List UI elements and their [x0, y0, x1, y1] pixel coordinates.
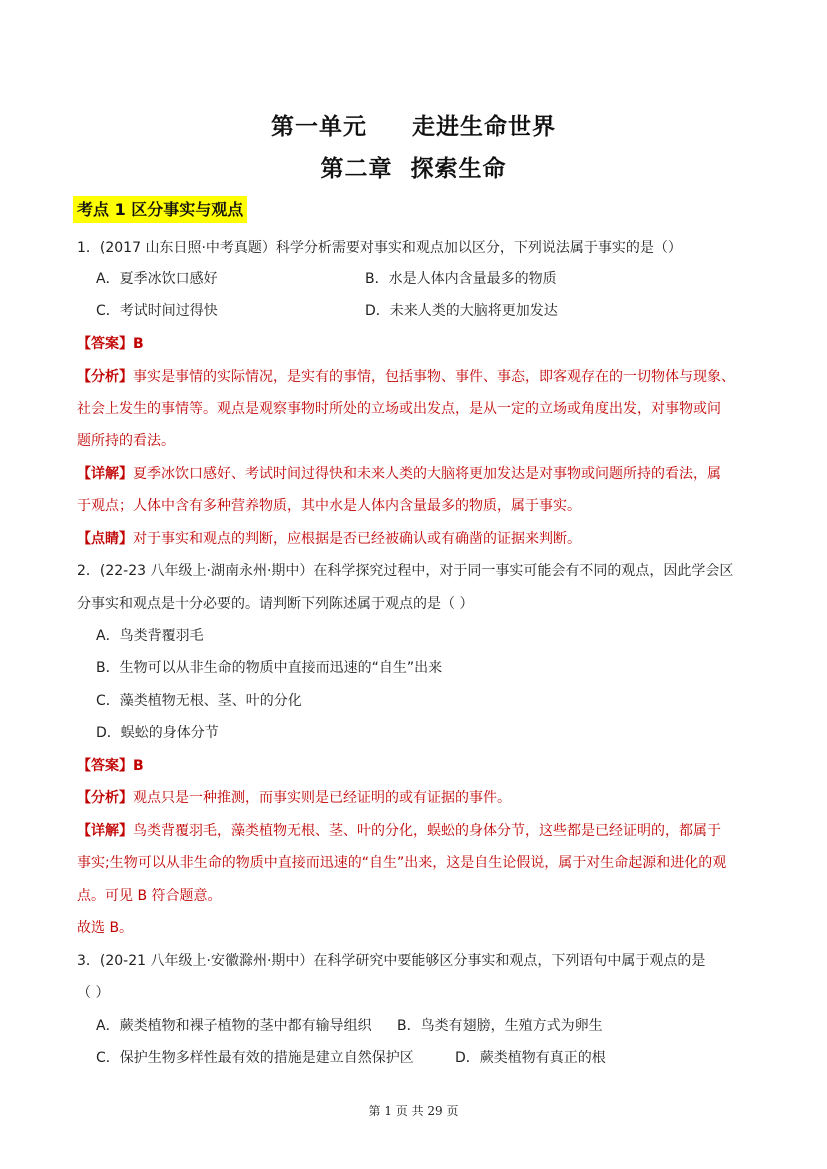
q2-stem-line-2: 分事实和观点是十分必要的。请判断下列陈述属于观点的是（ ） — [77, 596, 474, 612]
q1-analysis-line-3: 题所持的看法。 — [77, 433, 175, 449]
q1-option-a: A．夏季冰饮口感好 — [96, 271, 218, 287]
q3-stem-line-1: 3．(20-21 八年级上·安徽滁州·期中）在科学研究中要能够区分事实和观点，下列语句中属于观点的是 — [77, 953, 706, 969]
q1-tip-line — [77, 529, 581, 549]
q2-analysis-line — [77, 788, 511, 808]
q1-option-c: C．考试时间过得快 — [96, 303, 218, 319]
q2-option-d: D．蜈蚣的身体分节 — [96, 725, 219, 741]
q1-option-b: B．水是人体内含量最多的物质 — [365, 271, 557, 287]
analysis-text: 事实是事情的实际情况，是实有的事情，包括事物、事件、事态，即客观存在的一切物体与现象、 — [133, 369, 735, 385]
page-footer: 第 1 页 共 29 页 — [368, 1104, 459, 1118]
q1-answer: 【答案】B — [77, 336, 144, 352]
detail-tag: 【详解】 — [77, 466, 133, 482]
q3-option-d: D．蕨类植物有真正的根 — [455, 1050, 606, 1066]
q2-option-b: B．生物可以从非生命的物质中直接而迅速的“自生”出来 — [96, 660, 443, 676]
detail-tag: 【详解】 — [77, 823, 133, 839]
tip-tag: 【点睛】 — [77, 531, 133, 547]
q2-detail-line-1 — [77, 821, 721, 841]
q3-option-a: A．蕨类植物和裸子植物的茎中都有输导组织 — [96, 1018, 372, 1034]
tip-text: 对于事实和观点的判断，应根据是否已经被确认或有确凿的证据来判断。 — [133, 531, 581, 547]
q2-detail-line-2: 事实;生物可以从非生命的物质中直接而迅速的“自生”出来，这是自生论假说，属于对生命起源和进化的观 — [77, 855, 727, 871]
detail-text: 夏季冰饮口感好、考试时间过得快和未来人类的大脑将更加发达是对事物或问题所持的看法，属 — [133, 466, 721, 482]
q2-stem-line-1: 2．(22-23 八年级上·湖南永州·期中）在科学探究过程中，对于同一事实可能会有不同的观点，因此学会区 — [77, 563, 734, 579]
analysis-tag: 【分析】 — [77, 790, 133, 806]
analysis-text: 观点只是一种推测，而事实则是已经证明的或有证据的事件。 — [133, 790, 511, 806]
q2-option-c: C．藻类植物无根、茎、叶的分化 — [96, 693, 302, 709]
q1-option-d: D．未来人类的大脑将更加发达 — [365, 303, 558, 319]
q1-analysis-line-2: 社会上发生的事情等。观点是观察事物时所处的立场或出发点，是从一定的立场或角度出发，对事物或问 — [77, 401, 721, 417]
q2-detail-line-3: 点。可见 B 符合题意。 — [77, 888, 222, 904]
unit-title: 第一单元 走进生命世界 — [270, 113, 557, 140]
analysis-tag: 【分析】 — [77, 369, 133, 385]
q2-answer: 【答案】B — [77, 758, 144, 774]
q1-analysis-line-1 — [77, 367, 735, 387]
kaodian-heading: 考点 1 区分事实与观点 — [73, 196, 247, 223]
q2-option-a: A．鸟类背覆羽毛 — [96, 628, 204, 644]
q1-detail-line-2: 于观点；人体中含有多种营养物质，其中水是人体内含量最多的物质，属于事实。 — [77, 498, 581, 514]
q3-stem-line-2: （ ） — [77, 985, 110, 1001]
q2-conclusion: 故选 B。 — [77, 920, 134, 936]
q1-detail-line-1 — [77, 464, 721, 484]
q3-option-b: B．鸟类有翅膀，生殖方式为卵生 — [397, 1018, 603, 1034]
chapter-title: 第二章 探索生命 — [320, 155, 507, 182]
q1-stem: 1．(2017 山东日照·中考真题）科学分析需要对事实和观点加以区分，下列说法属于事实的是（） — [77, 240, 682, 256]
q3-option-c: C．保护生物多样性最有效的措施是建立自然保护区 — [96, 1050, 414, 1066]
detail-text: 鸟类背覆羽毛，藻类植物无根、茎、叶的分化，蜈蚣的身体分节，这些都是已经证明的，都属于 — [133, 823, 721, 839]
